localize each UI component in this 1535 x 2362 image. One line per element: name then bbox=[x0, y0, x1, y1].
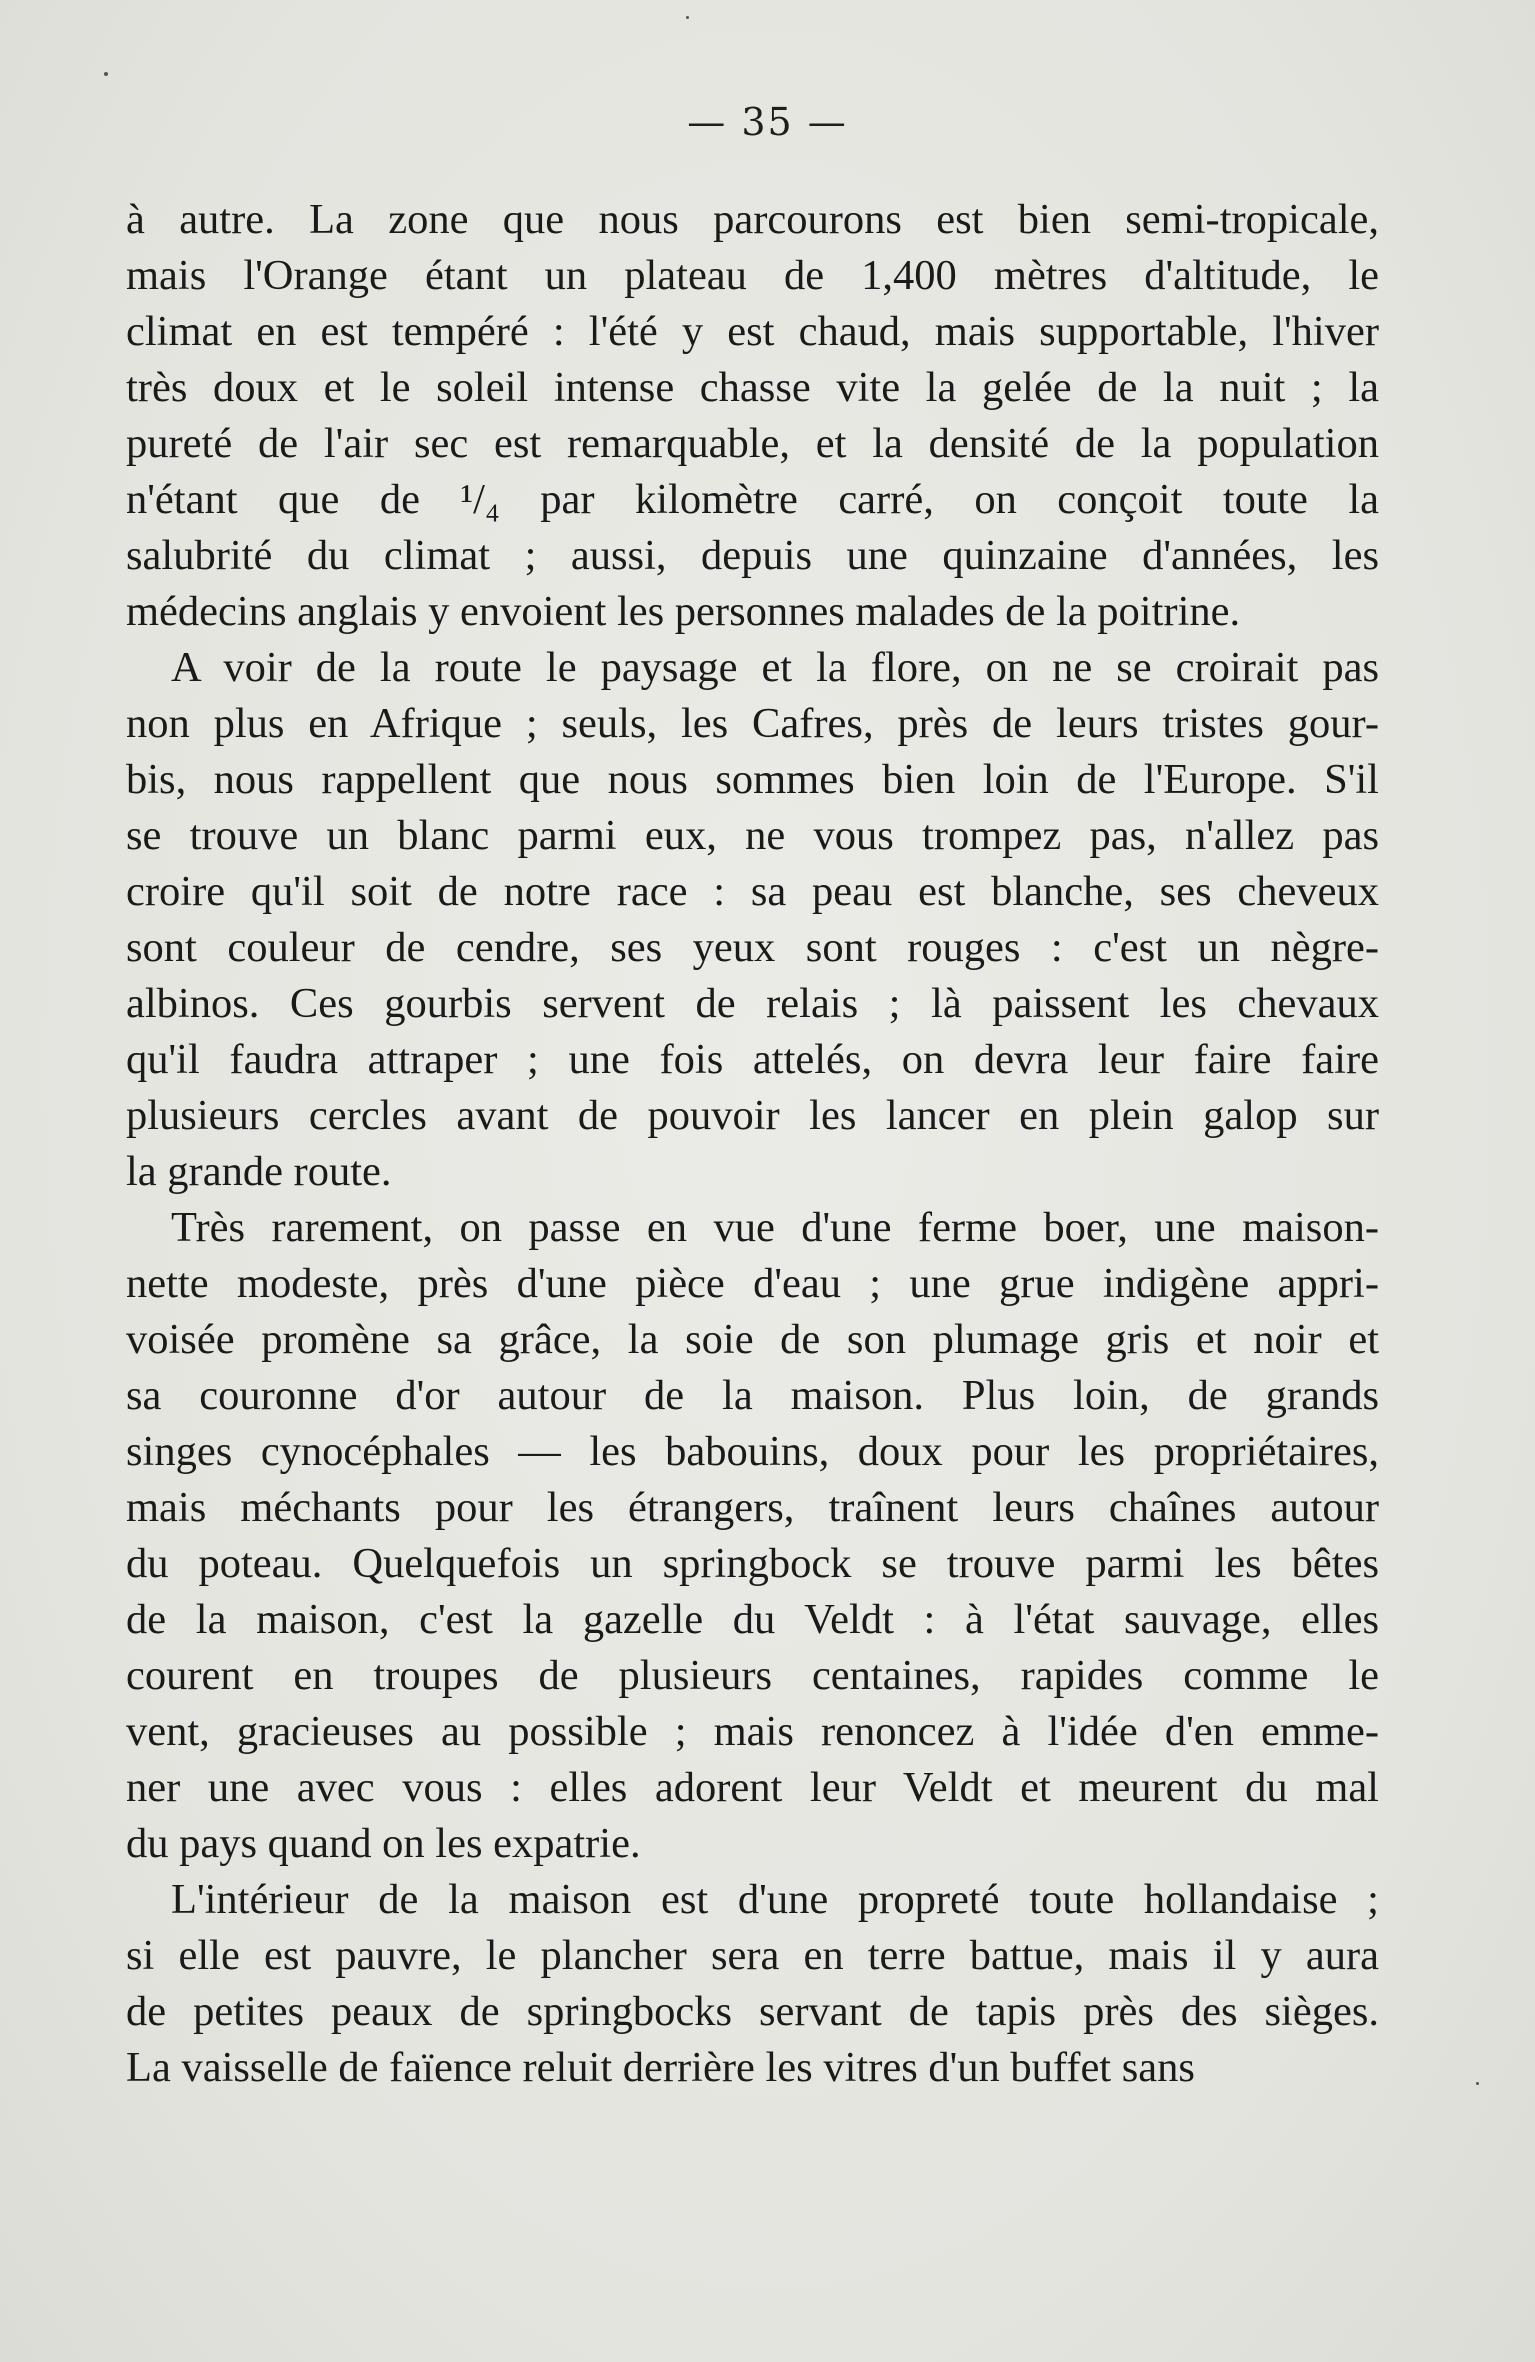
text-line: de la maison, c'est la gazelle du Veldt : à l'état sauvage, elles bbox=[126, 1596, 1379, 1643]
text-line: bis, nous rappellent que nous sommes bien loin de l'Europe. S'il bbox=[126, 756, 1379, 803]
text-line: très doux et le soleil intense chasse vite la gelée de la nuit ; la bbox=[126, 364, 1379, 411]
text-line: albinos. Ces gourbis servent de relais ; là paissent les chevaux bbox=[126, 980, 1379, 1027]
text-line: à autre. La zone que nous parcourons est bien semi-tropicale, bbox=[126, 196, 1379, 243]
text-line: salubrité du climat ; aussi, depuis une quinzaine d'années, les bbox=[126, 532, 1379, 579]
text-line: si elle est pauvre, le plancher sera en terre battue, mais il y aura bbox=[126, 1932, 1379, 1979]
text-line: croire qu'il soit de notre race : sa peau est blanche, ses cheveux bbox=[126, 868, 1379, 915]
text-line: mais méchants pour les étrangers, traînent leurs chaînes autour bbox=[126, 1484, 1379, 1531]
paper-speck bbox=[104, 72, 108, 76]
text-line: vent, gracieuses au possible ; mais renoncez à l'idée d'en emme- bbox=[126, 1708, 1379, 1755]
text-line: du poteau. Quelquefois un springbock se trouve parmi les bêtes bbox=[126, 1540, 1379, 1587]
body-text bbox=[126, 192, 1379, 2096]
text-line: La vaisselle de faïence reluit derrière les vitres d'un buffet sans bbox=[126, 2044, 1195, 2091]
text-line: plusieurs cercles avant de pouvoir les lancer en plein galop sur bbox=[126, 1092, 1379, 1139]
text-line: mais l'Orange étant un plateau de 1,400 mètres d'altitude, le bbox=[126, 252, 1379, 299]
text-line: voisée promène sa grâce, la soie de son plumage gris et noir et bbox=[126, 1316, 1379, 1363]
text-line: médecins anglais y envoient les personnes malades de la poitrine. bbox=[126, 588, 1241, 635]
text-line: la grande route. bbox=[126, 1148, 392, 1195]
text-line: pureté de l'air sec est remarquable, et la densité de la population bbox=[126, 420, 1379, 467]
text-line: de petites peaux de springbocks servant de tapis près des sièges. bbox=[126, 1988, 1379, 2035]
text-line: n'étant que de ¹/₄ par kilomètre carré, on conçoit toute la bbox=[126, 476, 1379, 523]
text-line: L'intérieur de la maison est d'une propreté toute hollandaise ; bbox=[171, 1876, 1379, 1923]
paragraph bbox=[126, 640, 1379, 1200]
text-line: du pays quand on les expatrie. bbox=[126, 1820, 641, 1867]
text-line: A voir de la route le paysage et la flore, on ne se croirait pas bbox=[171, 644, 1379, 691]
paragraph bbox=[126, 1872, 1379, 2096]
text-line: Très rarement, on passe en vue d'une ferme boer, une maison- bbox=[171, 1204, 1379, 1251]
text-line: ner une avec vous : elles adorent leur Veldt et meurent du mal bbox=[126, 1764, 1379, 1811]
paper-speck bbox=[686, 16, 689, 19]
page-number: — 35 — bbox=[687, 100, 848, 144]
text-line: sont couleur de cendre, ses yeux sont rouges : c'est un nègre- bbox=[126, 924, 1379, 971]
text-line: non plus en Afrique ; seuls, les Cafres, près de leurs tristes gour- bbox=[126, 700, 1379, 747]
paragraph bbox=[126, 192, 1379, 640]
text-line: sa couronne d'or autour de la maison. Plus loin, de grands bbox=[126, 1372, 1379, 1419]
paragraph bbox=[126, 1200, 1379, 1872]
text-line: climat en est tempéré : l'été y est chaud, mais supportable, l'hiver bbox=[126, 308, 1379, 355]
paper-speck bbox=[1476, 2082, 1479, 2085]
text-line: qu'il faudra attraper ; une fois attelés, on devra leur faire faire bbox=[126, 1036, 1379, 1083]
text-line: se trouve un blanc parmi eux, ne vous trompez pas, n'allez pas bbox=[126, 812, 1379, 859]
text-line: singes cynocéphales — les babouins, doux pour les propriétaires, bbox=[126, 1428, 1379, 1475]
text-line: nette modeste, près d'une pièce d'eau ; une grue indigène appri- bbox=[126, 1260, 1379, 1307]
text-line: courent en troupes de plusieurs centaines, rapides comme le bbox=[126, 1652, 1379, 1699]
